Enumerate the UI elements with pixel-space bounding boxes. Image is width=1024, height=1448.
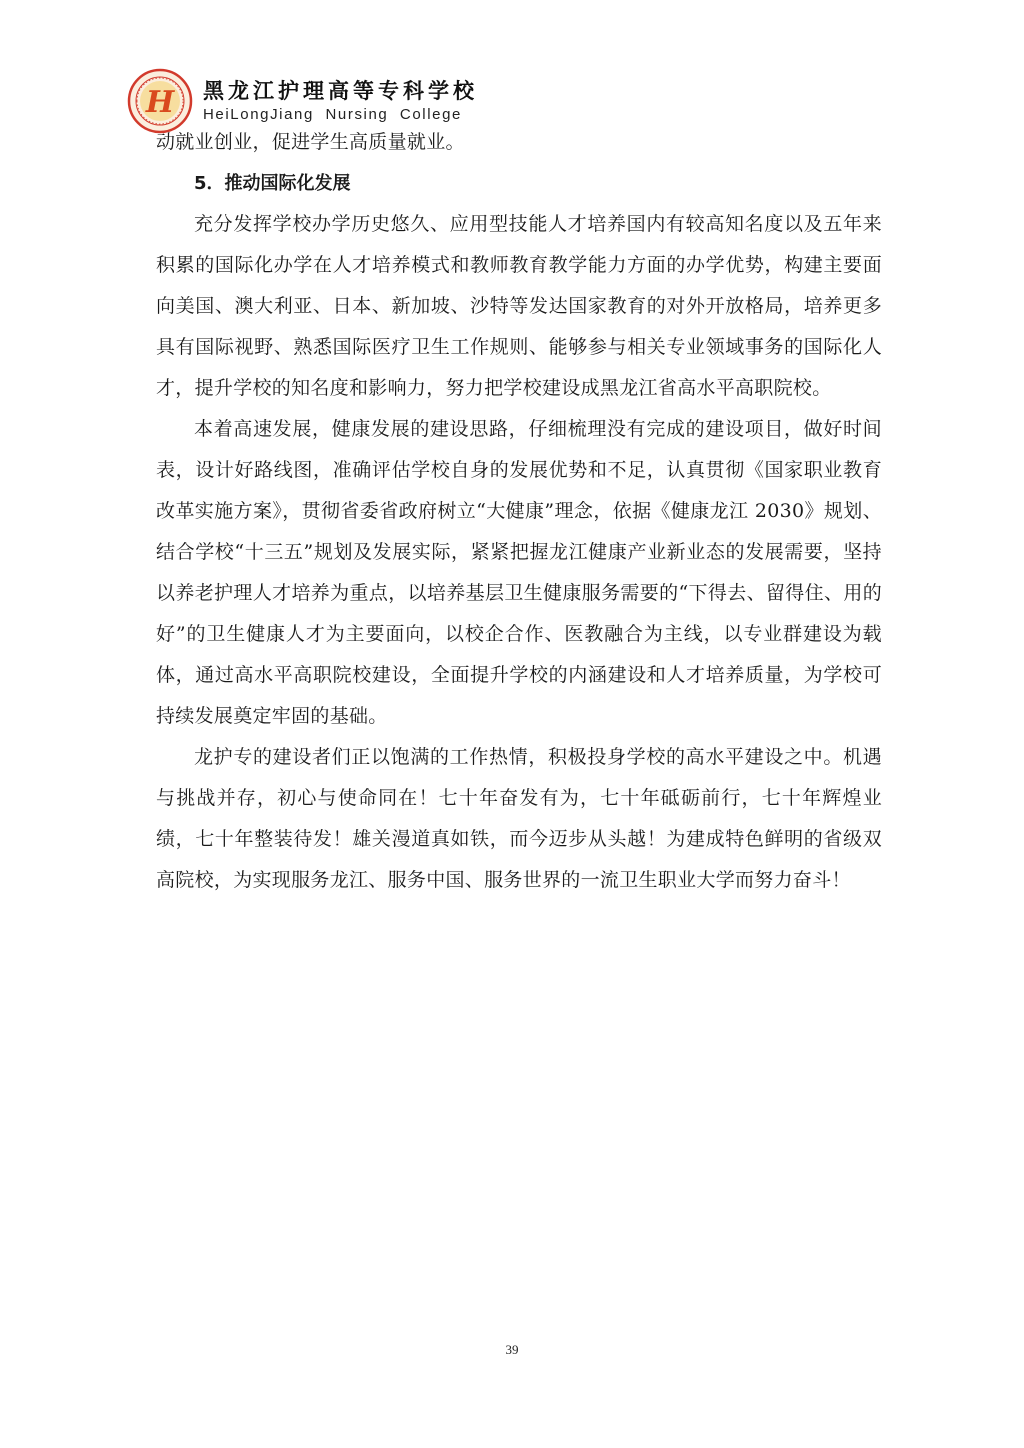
document-body: [156, 122, 882, 901]
college-name-english: HeiLongJiang Nursing College: [203, 106, 462, 123]
body-paragraph-2: 本着高速发展，健康发展的建设思路，仔细梳理没有完成的建设项目，做好时间表，设计好路线图，准确评估学校自身的发展优势和不足，认真贯彻《国家职业教育改革实施方案》，贯彻省委省政府树立“大健康”理念，依据《健康龙江 2030》规划、结合学校“十三五”规划及发展实际，紧紧把握龙江健康产业新业态的发展需要，坚持以养老护理人才培养为重点，以培养基层卫生健康服务需要的“下得去、留得住、用的好”的卫生健康人才为主要面向，以校企合作、医教融合为主线，以专业群建设为载体，通过高水平高职院校建设，全面提升学校的内涵建设和人才培养质量，为学校可持续发展奠定牢固的基础。: [156, 418, 882, 727]
body-paragraph-3: 龙护专的建设者们正以饱满的工作热情，积极投身学校的高水平建设之中。机遇与挑战并存，初心与使命同在！七十年奋发有为，七十年砥砺前行，七十年辉煌业绩，七十年整装待发！雄关漫道真如铁，而今迈步从头越！为建成特色鲜明的省级双高院校，为实现服务龙江、服务中国、服务世界的一流卫生职业大学而努力奋斗！: [156, 746, 882, 891]
page-number: 39: [505, 1342, 519, 1357]
section-heading: 5．推动国际化发展: [194, 173, 351, 194]
continuation-paragraph: 动就业创业，促进学生高质量就业。: [156, 131, 465, 153]
body-paragraph-1: 充分发挥学校办学历史悠久、应用型技能人才培养国内有较高知名度以及五年来积累的国际化办学在人才培养模式和教师教育教学能力方面的办学优势，构建主要面向美国、澳大利亚、日本、新加坡、沙特等发达国家教育的对外开放格局，培养更多具有国际视野、熟悉国际医疗卫生工作规则、能够参与相关专业领域事务的国际化人才，提升学校的知名度和影响力，努力把学校建设成黑龙江省高水平高职院校。: [156, 213, 882, 399]
college-name-chinese: 黑龙江护理高等专科学校: [203, 78, 478, 103]
logo-letter: H: [145, 85, 175, 120]
college-name-block: [203, 78, 478, 124]
